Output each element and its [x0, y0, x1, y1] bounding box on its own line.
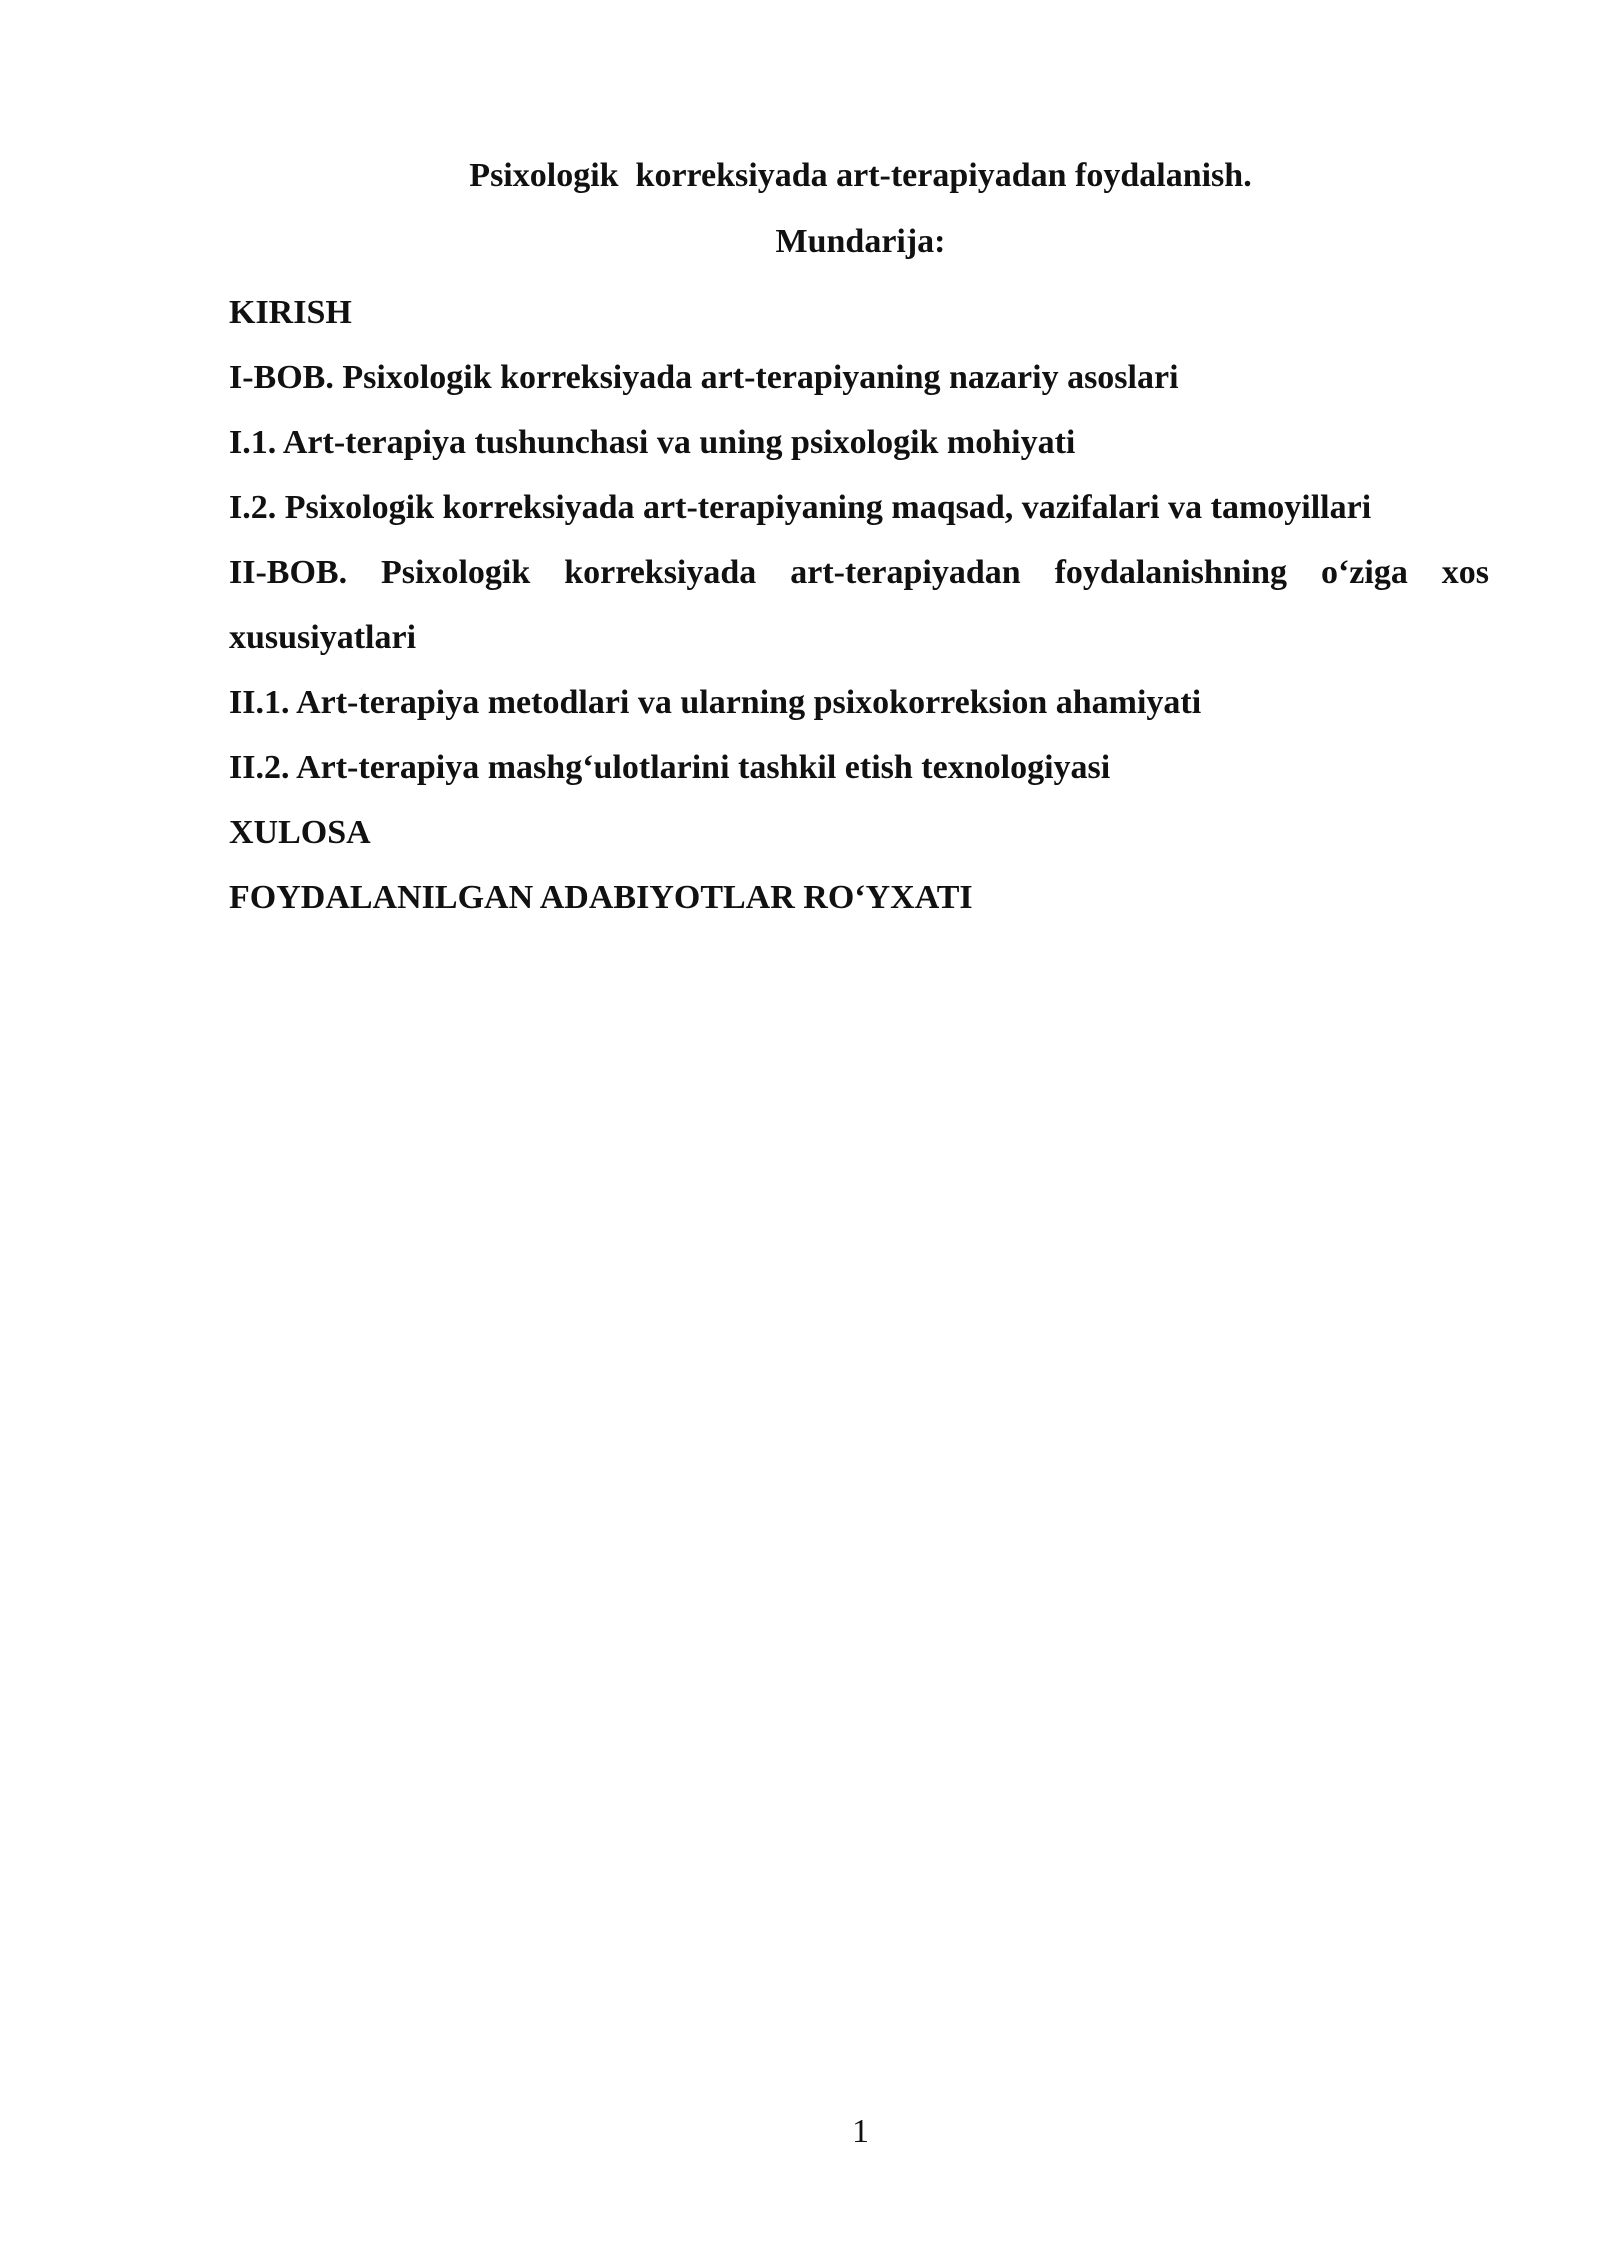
toc-item-xulosa: XULOSA	[229, 814, 371, 851]
page-number: 1	[852, 2113, 869, 2150]
toc-item-section-2-1: II.1. Art-terapiya metodlari va ularning psixokorreksion ahamiyati	[229, 684, 1202, 721]
document-title: Psixologik korreksiyada art-terapiyadan foydalanish.	[469, 157, 1252, 194]
toc-heading: Mundarija:	[775, 223, 946, 260]
toc-item-kirish: KIRISH	[229, 294, 352, 331]
table-of-contents	[229, 280, 1489, 930]
toc-item-section-1-2: I.2. Psixologik korreksiyada art-terapiyaning maqsad, vazifalari va tamoyillari	[229, 489, 1372, 526]
toc-item-section-1-1: I.1. Art-terapiya tushunchasi va uning psixologik mohiyati	[229, 424, 1076, 461]
toc-item-section-2-2: II.2. Art-terapiya mashg‘ulotlarini tashkil etish texnologiyasi	[229, 749, 1111, 786]
toc-item-chapter-1: I-BOB. Psixologik korreksiyada art-terapiyaning nazariy asoslari	[229, 359, 1179, 396]
toc-item-references: FOYDALANILGAN ADABIYOTLAR RO‘YXATI	[229, 879, 973, 916]
toc-item-chapter-2: II-BOB. Psixologik korreksiyada art-terapiyadan foydalanishning o‘ziga xos xususiyatlari	[229, 554, 1489, 656]
